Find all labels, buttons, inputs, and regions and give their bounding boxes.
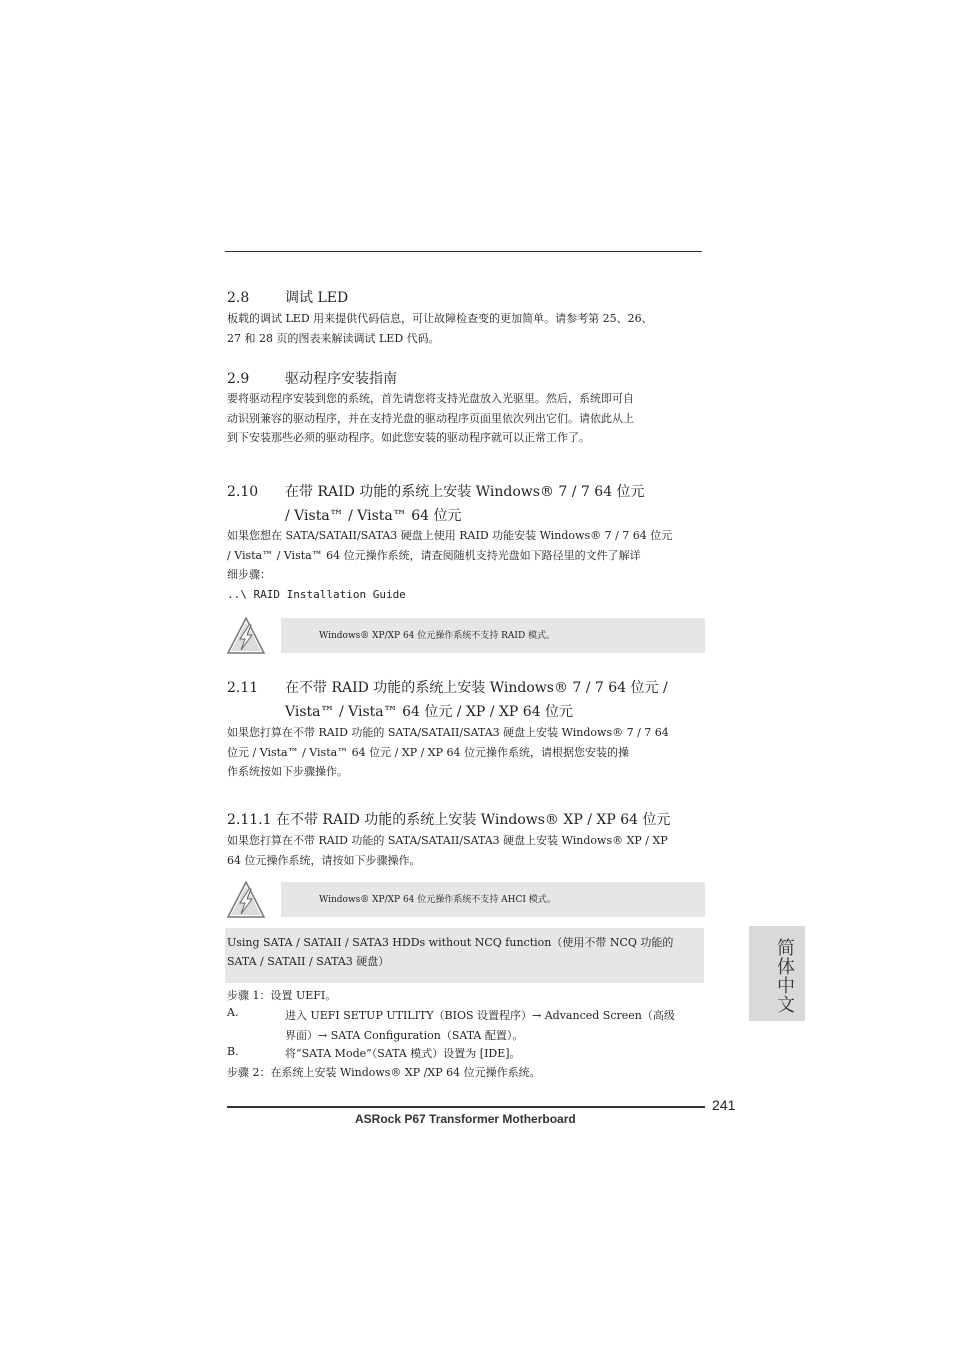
step-b: 将“SATA Mode”（SATA 模式）设置为 [IDE]。: [285, 1047, 521, 1060]
warning-icon: [226, 880, 266, 920]
section-heading-2-8: 2.8 调试 LED: [227, 290, 349, 306]
step-2: 步骤 2：在系统上安装 Windows® XP /XP 64 位元操作系统。: [227, 1066, 541, 1079]
footer-title: ASRock P67 Transformer Motherboard: [355, 1112, 576, 1126]
ncq-note-box: Using SATA / SATAII / SATA3 HDDs without NCQ function（使用不带 NCQ 功能的 SATA / SATAII / SATA3 硬盘）: [225, 928, 704, 983]
page-number: 241: [712, 1097, 736, 1113]
step-a: 进入 UEFI SETUP UTILITY（BIOS 设置程序）→ Advanced Screen（高级 界面）→ SATA Configuration（SATA 配置）。: [285, 1009, 675, 1042]
section-heading-2-11: 2.11 在不带 RAID 功能的系统上安装 Windows® 7 / 7 64 位元 /: [227, 680, 668, 696]
footer-rule: [227, 1106, 705, 1108]
warning-box-raid: Windows® XP/XP 64 位元操作系统不支持 RAID 模式。: [281, 618, 705, 653]
step-b-label: B.: [227, 1045, 239, 1058]
language-side-tab: 简体中文: [749, 926, 805, 1021]
section-heading-2-9: 2.9 驱动程序安装指南: [227, 371, 397, 387]
section-body-2-10: 如果您想在 SATA/SATAII/SATA3 硬盘上使用 RAID 功能安装 Windows® 7 / 7 64 位元 / Vista™ / Vista™ 64 位元操作系统，请查阅随机支持光盘如下路径里的文件了解详 细步骤： ..\ RAID Installation Guide: [227, 526, 705, 604]
section-heading-2-11-1: 2.11.1 在不带 RAID 功能的系统上安装 Windows® XP / XP 64 位元: [227, 812, 671, 828]
section-body-2-8: 板载的调试 LED 用来提供代码信息，可让故障检查变的更加简单。请参考第 25、26、 27 和 28 页的图表来解读调试 LED 代码。: [227, 312, 653, 345]
warning-icon: [226, 616, 266, 656]
step-1: 步骤 1：设置 UEFI。: [227, 989, 337, 1002]
header-rule: [225, 251, 702, 252]
section-body-2-11-1: 如果您打算在不带 RAID 功能的 SATA/SATAII/SATA3 硬盘上安装 Windows® XP / XP 64 位元操作系统，请按如下步骤操作。: [227, 834, 668, 867]
section-body-2-9: 要将驱动程序安装到您的系统，首先请您将支持光盘放入光驱里。然后，系统即可自 动识别兼容的驱动程序，并在支持光盘的驱动程序页面里依次列出它们。请依此从上 到下安装那些必须的驱动程序。如此您安装的驱动程序就可以正常工作了。: [227, 392, 634, 444]
section-heading-2-11-cont: Vista™ / Vista™ 64 位元 / XP / XP 64 位元: [285, 704, 574, 720]
section-heading-2-10-cont: / Vista™ / Vista™ 64 位元: [285, 508, 462, 524]
warning-box-ahci: Windows® XP/XP 64 位元操作系统不支持 AHCI 模式。: [281, 882, 705, 917]
guide-path: ..\ RAID Installation Guide: [227, 587, 406, 601]
step-a-label: A.: [227, 1006, 239, 1019]
section-heading-2-10: 2.10 在带 RAID 功能的系统上安装 Windows® 7 / 7 64 位元: [227, 484, 645, 500]
section-body-2-11: 如果您打算在不带 RAID 功能的 SATA/SATAII/SATA3 硬盘上安装 Windows® 7 / 7 64 位元 / Vista™ / Vista™ 64 位元 / XP / XP 64 位元操作系统，请根据您安装的操 作系统按如下步骤操作。: [227, 726, 669, 778]
